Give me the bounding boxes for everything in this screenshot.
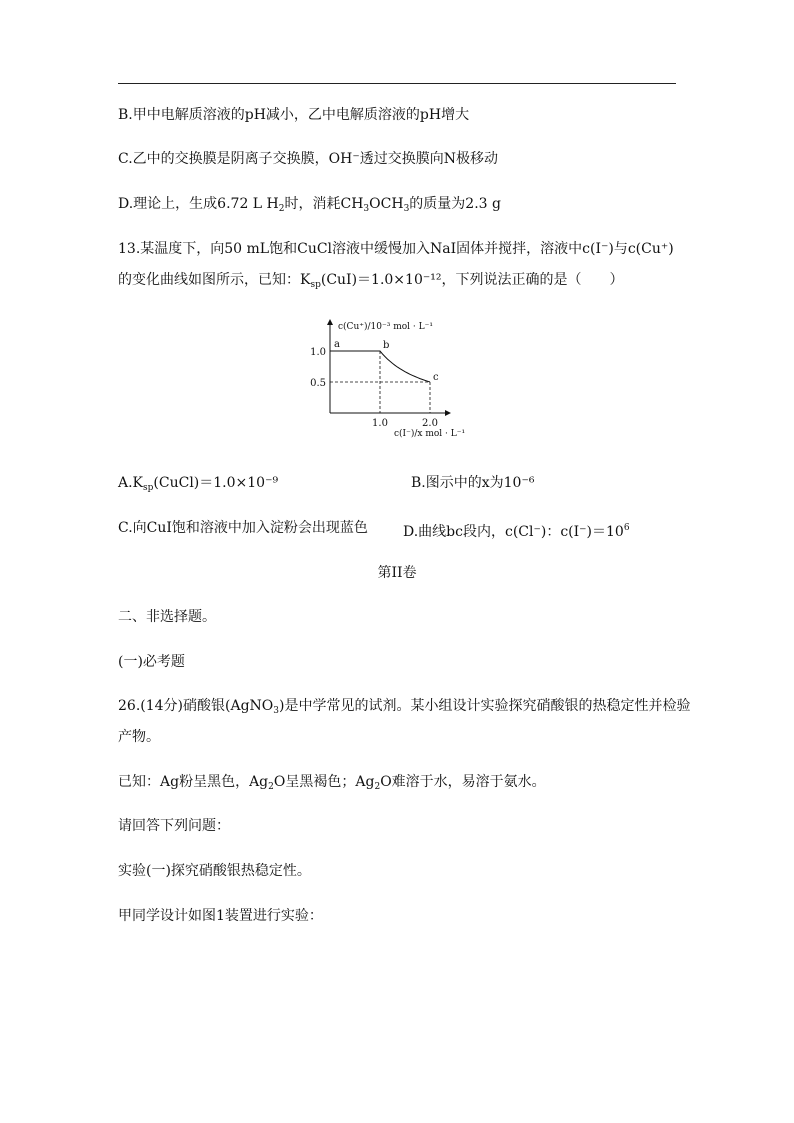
text-segment: O难溶于水，易溶于氨水。 [380,774,546,790]
subscript: 2 [374,782,381,792]
q26-known [118,772,546,797]
q26-experiment-one: 实验(一)探究硝酸银热稳定性。 [118,863,311,879]
point-label-b: b [383,340,390,351]
q13-stem-line1: 13.某温度下，向50 mL饱和CuCl溶液中缓慢加入NaI固体并搅拌，溶液中c(I⁻)与c(Cu⁺) [118,241,674,257]
subscript: 3 [273,706,279,716]
q13-option-c: C.向CuI饱和溶液中加入淀粉会出现蓝色 [118,520,368,536]
text-segment: (CuI)＝1.0×10⁻¹²，下列说法正确的是（ ） [320,272,624,288]
text-segment: O呈黑褐色；Ag [273,774,375,790]
q13-option-a [118,473,278,498]
point-label-a: a [334,339,340,350]
text-segment: 已知：Ag粉呈黑色，Ag [118,774,269,790]
point-label-c: c [433,372,439,383]
text-segment: 的质量为2.3 g [409,196,501,212]
text-segment: 26.(14分)硝酸银(AgNO [118,698,274,714]
subscript: 3 [403,204,410,214]
q26-answer-prompt: 请回答下列问题： [118,818,230,834]
option-b-prev: B.甲中电解质溶液的pH减小，乙中电解质溶液的pH增大 [118,107,470,123]
volume-heading: 第II卷 [377,565,417,581]
subscript: 2 [268,782,274,792]
x-tick-label: 2.0 [422,418,438,429]
q26-apparatus-intro: 甲同学设计如图1装置进行实验： [118,908,323,924]
text-segment: (CuCl)＝1.0×10⁻⁹ [153,475,279,491]
text-segment: D.曲线bc段内，c(Cl⁻)：c(I⁻)＝10 [403,524,624,540]
y-axis-label: c(Cu⁺)/10⁻³ mol · L⁻¹ [338,322,433,332]
subscript: 3 [363,204,370,214]
q26-stem-line1 [118,696,690,721]
text-segment: )是中学常见的试剂。某小组设计实验探究硝酸银的热稳定性并检验 [279,698,691,714]
text-segment: 的变化曲线如图所示，已知：K [118,272,311,288]
superscript: 6 [623,523,630,533]
required-heading: (一)必考题 [118,654,185,670]
q13-option-d [403,518,630,542]
x-tick-label: 1.0 [372,418,388,429]
q13-stem-line2 [118,270,623,295]
subscript: sp [143,483,154,493]
text-segment: OCH [369,196,404,212]
subscript: sp [310,280,321,290]
text-segment: A.K [118,475,144,491]
y-tick-label: 1.0 [310,347,326,358]
q13-option-b: B.图示中的x为10⁻⁶ [411,475,535,491]
subscript: 2 [278,204,285,214]
option-c-prev: C.乙中的交换膜是阴离子交换膜，OH⁻透过交换膜向N极移动 [118,151,498,167]
part-two-heading: 二、非选择题。 [118,609,216,625]
header-rule [118,83,676,84]
x-axis-label: c(I⁻)/x mol · L⁻¹ [394,429,466,439]
y-tick-label: 0.5 [310,378,326,389]
q26-stem-line2: 产物。 [118,729,160,745]
text-segment: D.理论上，生成6.72 L H [118,196,279,212]
text-segment: 时，消耗CH [284,196,364,212]
option-d-prev [118,194,501,219]
q13-graph [308,312,478,442]
